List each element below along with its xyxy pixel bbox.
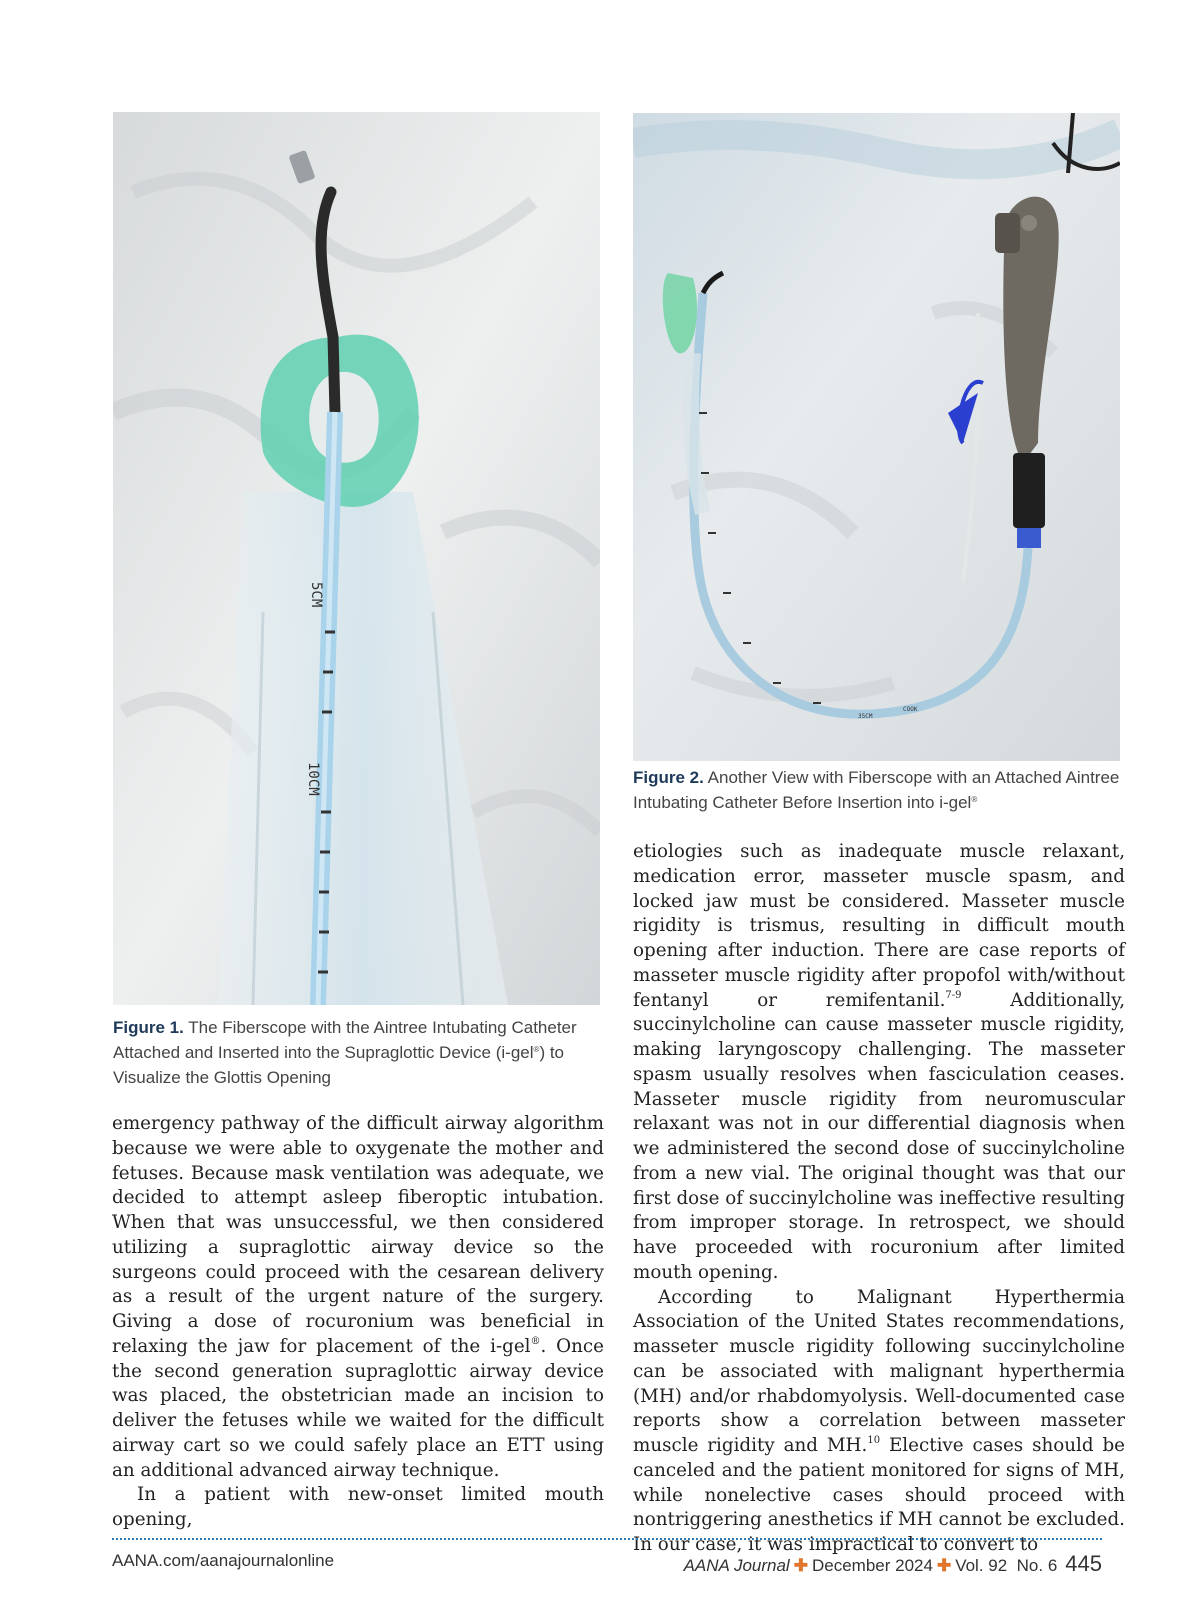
figure-1-marking-5cm: 5CM (308, 582, 324, 608)
figure-1-caption (113, 1015, 608, 1090)
figure-1-photo (113, 112, 600, 1005)
footer-cross-icon: ✚ (793, 1556, 808, 1575)
figure-2-caption-text: Another View with Fiberscope with an Attached Aintree Intubating Catheter Before Insertion into i-gel (633, 768, 1120, 812)
left-column-text (112, 1112, 604, 1533)
right-paragraph-1-text-a: etiologies such as inadequate muscle relaxant, medication error, masseter muscle spasm, and locked jaw must be considered. Masseter muscle rigidity is trismus, resulting in difficult mouth opening after induction. There are case reports of masseter muscle rigidity after propofol with/without fentanyl or remifentanil. (633, 841, 1125, 1011)
figure-1-caption-mark: ® (533, 1045, 540, 1054)
footer-volume: Vol. 92 (955, 1556, 1008, 1575)
figure-1-marking-10cm: 10CM (305, 762, 321, 796)
right-paragraph-1-ref: 7-9 (945, 989, 962, 1001)
right-paragraph-2 (633, 1286, 1125, 1558)
footer-url[interactable]: AANA.com/aanajournalonline (112, 1551, 335, 1570)
left-paragraph-1-text: emergency pathway of the difficult airway algorithm because we were able to oxygenate the mother and fetuses. Because mask ventilation was adequate, we decided to attempt asleep fiberoptic intubation. When that was unsuccessful, we then considered utilizing a supraglottic airway device so the surgeons could proceed with the cesarean delivery as a result of the urgent nature of the surgery. Giving a dose of rocuronium was beneficial in relaxing the jaw for placement of the i-gel (112, 1113, 604, 1357)
figure-2-photo (633, 113, 1120, 761)
figure-1-label: Figure 1. (113, 1018, 184, 1037)
left-paragraph-1-end: . Once the second generation supraglottic airway device was placed, the obstetrician made an incision to deliver the fetuses while we waited for the difficult airway cart so we could safely place an ETT using an additional advanced airway technique. (112, 1335, 604, 1481)
footer-date: December 2024 (811, 1556, 933, 1575)
figure-2-marking-35cm: 35CM (858, 713, 873, 720)
figure-1-caption-end: ) to Visualize the Glottis Opening (113, 1043, 564, 1087)
right-paragraph-2-ref: 10 (867, 1435, 881, 1446)
left-paragraph-2: In a patient with new-onset limited mouth opening, (112, 1484, 604, 1530)
footer-divider (112, 1538, 1102, 1540)
right-paragraph-1-text-b: Additionally, succinylcholine can cause masseter muscle rigidity, making laryngoscopy challenging. The masseter spasm usually resolves when fasciculation ceases. Masseter muscle rigidity from neuromuscular relaxant was not in our differential diagnosis when we administered the second dose of succinylcholine from a new vial. The original thought was that our first dose of succinylcholine was ineffective resulting from improper storage. In retrospect, we should have proceeded with rocuronium after limited mouth opening. (633, 989, 1126, 1283)
footer-journal: AANA Journal (683, 1556, 790, 1575)
figure-2-marking-cook: COOK (903, 706, 918, 713)
footer-cross-icon: ✚ (936, 1556, 952, 1575)
left-paragraph-1 (112, 1112, 604, 1483)
figure-1-caption-text: The Fiberscope with the Aintree Intubating Catheter Attached and Inserted into the Supraglottic Device (i-gel (113, 1018, 577, 1062)
figure-2-label: Figure 2. (633, 768, 704, 787)
right-column-text (633, 840, 1125, 1558)
figure-2-caption (633, 765, 1128, 815)
right-paragraph-1 (633, 840, 1125, 1286)
footer-issue: No. 6 (1016, 1556, 1058, 1575)
figure-2-caption-mark: ® (971, 795, 978, 804)
right-paragraph-2-text-b: Elective cases should be canceled and the patient monitored for signs of MH, while nonelective cases should proceed with nontriggering anesthetics if MH cannot be excluded. In our case, it was impractical to convert to (633, 1435, 1125, 1555)
left-paragraph-1-mark: ® (530, 1335, 541, 1347)
footer-page-number: 445 (1065, 1551, 1102, 1576)
footer-citation (684, 1551, 1102, 1577)
right-paragraph-2-text-a: According to Malignant Hyperthermia Association of the United States recommendations, masseter muscle rigidity following succinylcholine can be associated with malignant hyperthermia (MH) and/or rhabdomyolysis. Well-documented case reports show a correlation between masseter muscle rigidity and MH. (633, 1286, 1125, 1456)
